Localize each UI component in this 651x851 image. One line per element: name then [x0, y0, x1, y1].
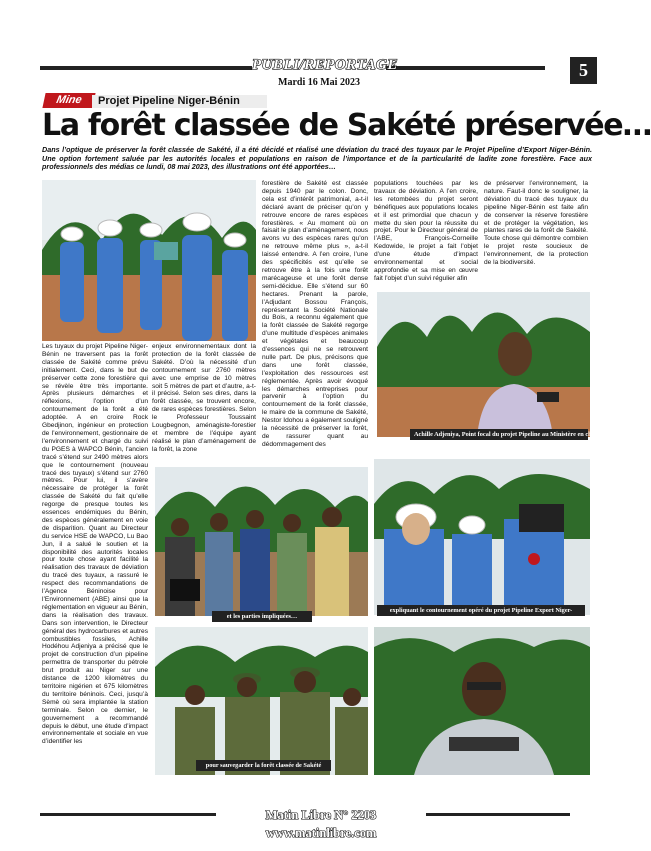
caption-official: Achille Adjeniya, Point focal du projet Pipeline au Ministère en charge des Mines…	[410, 429, 588, 440]
section-tag: Mine	[42, 93, 95, 108]
article-column-2: enjeux environnementaux dont la protection de la forêt classée de Sakété. D’où la nécessité d’un contournement sur 2760 mètres avec une emprise de 10 mètres soit 5 mètres de part et d’autre, a-t-il précisé. Selon ses dires, dans la forêt classée, se trouvent encore, de rares espèces forestières. Selon le Professeur Toussaint Lougbegnon, aménagiste-forestier et membre de l’équipe ayant réalisé le plan d’aménagement de la forêt, la zone	[152, 343, 256, 453]
caption-group: et les parties impliquées…	[212, 611, 312, 622]
footer-issue: Matin Libre N° 2203 www.matinlibre.com	[216, 806, 426, 824]
photo-speaker-portrait	[374, 627, 590, 775]
article-column-1: Les tuyaux du projet Pipeline Niger-Bénin ne traversent pas la forêt classée de Sakété comme prévu initialement. Ceci, dans le but de préserver cette zone forestière qui se révèle être très importante. Après plusieurs démarches et réflexions, l’option d’un contournement de la forêt a été adoptée. A en croire Rock Gbedjinon, ingénieur en protection de l’environnement, gestionnaire de l’environnement et chargé du suivi du PGES à WAPCO Bénin, l’ancien tracé s’étend sur 2490 mètres alors que le contournement (nouveau tracé des tuyaux) s’étend sur 2760 mètres. Pour lui, il s’avère nécessaire de protéger la forêt classée de Sakété du fait qu’elle regorge de presque toutes les essences endémiques du Bénin, des espèces généralement en voie de disparition. Quant au Directeur du service HSE de WAPCO, Lu Bao Jun, il a salué le soutien et la disponibilité des autorités locales pour toute chose ayant facilité la réalisation des travaux de déviation du tracé des tuyaux, a rassuré le respect des recommandations de l’Agence Béninoise pour l’Environnement (ABE) ainsi que la réglementation en vigueur au Bénin, dans la réalisation des travaux. Dans son intervention, le Directeur général des hydrocarbures et autres combustibles fossiles, Achille Hodéhou Adjeniya a précisé que le projet de construction d’un pipeline permettra de transporter du pétrole brut produit au Niger sur une distance de 1200 kilomètres du territoire nigérien et 675 kilomètres du territoire béninois. Ceci, jusqu’à Sèmè où sera implantée la station terminale. Selon ce dernier, le gouvernement a recommandé depuis le début, une étude d’impact environnementale et sociale en vue d’identifier les	[42, 343, 148, 746]
article-column-3: forestière de Sakété est classée depuis 1940 par le colon. Donc, cela est d’intérêt patrimonial, a-t-il déclaré avant de préciser qu’on y retrouve encore de rares espèces forestières. « Au moment où on faisait le plan d’aménagement, nous avons vu des espèces rares qu’on ne retrouve même plus », a-t-il laissé entendre. A l’en croire, l’une des spécificités est qu’elle se retrouve être à la fois une forêt marécageuse et une forêt dense semi-décidue. Elle s’étend sur 60 hectares. Prenant la parole, l’Adjudant Bossou François, représentant la Société Nationale du Bois, a reconnu également que la forêt classée de Sakété regorge d’une multitude d’espèces animales et végétales et beaucoup d’essences qui ne se retrouvent nulle part. De plus, précisons que dans une forêt classée, l’exploitation des ressources est réglementée. Après avoir évoqué les démarches entreprises pour parvenir à l’option du contournement de la forêt classée, le maire de la commune de Sakété, Nestor Idohou a également souligné la nécessité de préserver la forêt, de rassurer quant au dédommagement des	[262, 180, 368, 448]
kicker: Projet Pipeline Niger-Bénin	[92, 95, 267, 108]
section-rubric: PUBLI/REPORTAGE	[252, 57, 398, 73]
issue-date: Mardi 16 Mai 2023	[278, 77, 360, 88]
article-column-4: populations touchées par les travaux de déviation. A l’en croire, les retombées du projet seront bénéfiques aux populations locales et il est primordial que chacun y mette du sien pour la réussite du projet. Pour le Directeur général de l’ABE, François-Corneille Kedowide, le projet a fait l’objet d’une étude d’impact environnemental et social approfondie et sa mise en œuvre fait l’objet d’un suivi régulier afin	[374, 180, 478, 282]
photo-group-interview	[155, 467, 368, 616]
lead-paragraph: Dans l’optique de préserver la forêt classée de Sakété, il a été décidé et réalisé une déviation du tracé des tuyaux par le Projet Pipeline d’Export Niger-Bénin. Une option fortement saluée par les autorités locales et populations en raison de l’importance et de la particularité de ladite zone forestière. Face aux professionnels des médias ce lundi, 08 mai 2023, des illustrations ont été apportées…	[42, 145, 592, 172]
photo-wapco-explanation	[374, 459, 590, 615]
caption-forest: pour sauvegarder la forêt classée de Sakété	[196, 760, 331, 771]
photo-officials-inspection	[42, 180, 256, 341]
article-column-5: de préserver l’environnement, la nature. Faut-il donc le souligner, la déviation du tracé des tuyaux du pipeline Niger-Bénin est faite afin de conserver la réserve forestière et de protéger la végétation, les plantes rares de la forêt de Sakété. Toute chose qui démontre combien le projet reste soucieux de l’environnement, de la protection de la biodiversité.	[484, 180, 588, 267]
photo-forest-agents	[155, 627, 368, 775]
caption-wapco: expliquant le contournement opéré du projet Pipeline Export Niger-	[377, 605, 585, 616]
photo-official-portrait	[377, 292, 590, 437]
page-number: 5	[570, 57, 597, 84]
headline: La forêt classée de Sakété préservée…	[42, 108, 651, 143]
